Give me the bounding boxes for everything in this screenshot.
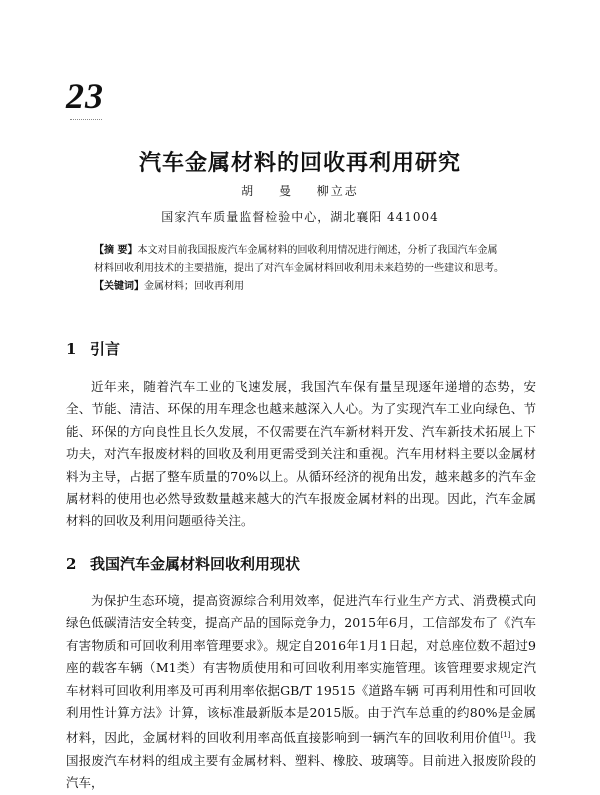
section-heading-2 [66, 553, 300, 574]
abstract-label: 【摘 要】 [94, 245, 138, 256]
keywords [94, 278, 506, 296]
section-1-paragraph: 近年来，随着汽车工业的飞速发展，我国汽车保有量呈现逐年递增的态势，安全、节能、清洁、环保的用车理念也越来越深入人心。为了实现汽车工业向绿色、节能、环保的方向良性且长久发展，不仅需要在汽车新材料开发、汽车新技术拓展上下功夫，对汽车报废材料的回收及利用更需受到关注和重视。汽车用材料主要以金属材料为主导，占据了整车质量的70%以上。从循环经济的视角出发，越来越多的汽车金属材料的使用也必然导致数量越来越大的汽车报废金属材料的出现。因此，汽车金属材料的回收及利用问题亟待关注。 [66, 379, 536, 529]
paper-title: 汽车金属材料的回收再利用研究 [138, 150, 461, 176]
affiliation: 国家汽车质量监督检验中心，湖北襄阳 441004 [161, 210, 439, 224]
section-2-paragraph [66, 590, 536, 795]
authors: 胡 曼 柳立志 [241, 184, 359, 198]
keywords-text: 金属材料；回收再利用 [144, 281, 244, 292]
keywords-label: 【关键词】 [94, 281, 144, 292]
abstract-block [94, 242, 506, 296]
citation: [1] [500, 731, 511, 740]
section-number: 1 [66, 340, 77, 358]
page-number-rule [70, 119, 102, 120]
abstract [94, 242, 506, 278]
section-title: 我国汽车金属材料回收利用现状 [90, 555, 301, 573]
paragraph-text-tail: 。我国报废汽车材料的组成主要有金属材料、塑料、橡胶、玻璃等。目前进入报废阶段的汽车， [66, 730, 536, 791]
section-title: 引言 [90, 340, 121, 358]
paragraph-text: 为保护生态环境，提高资源综合利用效率，促进汽车行业生产方式、消费模式向绿色低碳清洁安全转变，提高产品的国际竞争力，2015年6月，工信部发布了《汽车有害物质和可回收利用率管理要求》。规定自2016年1月1日起，对总座位数不超过9座的载客车辆（M1类）有害物质使用和可回收利用率实施管理。该管理要求规定汽车材料可回收利用率及可再利用率依据GB/T 19515《道路车辆 可再利用性和可回收利用性计算方法》计算，该标准最新版本是2015版。由于汽车总重的约80%是金属材料，因此，金属材料的回收利用率高低直接影响到一辆汽车的回收利用价值 [66, 593, 536, 746]
abstract-text: 本文对目前我国报废汽车金属材料的回收利用情况进行阐述，分析了我国汽车金属材料回收利用技术的主要措施，提出了对汽车金属材料回收利用未来趋势的一些建议和思考。 [94, 245, 504, 274]
page-number: 23 [66, 76, 104, 116]
section-number: 2 [66, 555, 77, 573]
section-heading-1 [66, 338, 120, 359]
